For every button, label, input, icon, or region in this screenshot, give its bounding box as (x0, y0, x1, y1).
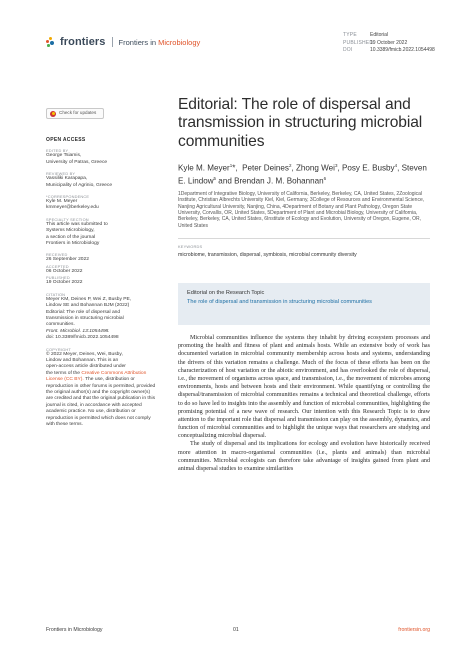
copyright-rest: The use, distribution or reproduction in other forums is permitted, provided the original author(s) and the copyright owner(s) are credited and that the original publication in this journal is cited, in accordance with accepted academic practice. No use, distribution or reproduction is permitted which does not comply with these terms. (46, 377, 156, 427)
type-value: Editorial (370, 32, 389, 38)
article-title: Editorial: The role of dispersal and transmission in structuring microbial communities (178, 96, 423, 150)
citation-line: communities. (46, 322, 75, 328)
specialty-label: SPECIALTY SECTION (46, 216, 89, 222)
frontiers-logo-icon (46, 37, 56, 47)
specialty-line: Systems Microbiology, (46, 228, 95, 234)
reviewer-name: Vassiliki Karapapa, (46, 176, 88, 182)
citation-line: Editorial: The role of dispersal and (46, 309, 121, 315)
correspondent-name: Kyle M. Meyer (46, 199, 78, 205)
published-label: PUBLISHED (343, 39, 374, 46)
check-updates-label: Check for updates (59, 110, 97, 116)
logo-divider (112, 37, 113, 47)
author-list: Kyle M. Meyer$^1$*, Peter Deines$^2$, Zhong Wei$^3$, Posy E. Busby$^4$, Steven E. Lindow$^5$ and Brendan J. M. Bohannan$^6$ (178, 162, 427, 186)
citation-line: Meyer KM, Deines P, Wei Z, Busby PE, (46, 296, 132, 302)
accepted-label: ACCEPTED (46, 263, 69, 269)
received-date: 26 September 2022 (46, 257, 89, 263)
citation-doi[interactable]: doi: 10.3389/fmicb.2022.1054498 (46, 335, 119, 341)
license-link[interactable]: Creative Commons Attribution License (CC BY). (46, 370, 147, 383)
keywords-label: KEYWORDS (178, 244, 203, 250)
body-paragraph: The study of dispersal and its implications for ecology and evolution have historically received more attention in macro-organismal communities (i.e., plants and animals) than microbial communities. Microbial ecologists can therefore take advantage of insights gained from plant and animal dispersal studies to examine similarities (178, 441, 430, 472)
copyright-text (46, 371, 158, 429)
journal-prefix: Frontiers in (118, 37, 157, 47)
body-paragraph: Microbial communities influence the systems they inhabit by driving ecosystem processes and promoting the health and fitness of plant and animals hosts. While an extensive body of work has documented variation in microbial community membership across hosts and systems, understanding the drivers of this variation remains a challenge. Much of the focus of these efforts has been on the characterization of host variation or the abiotic environment, and has overlooked the role of dispersal, i.e., the movement of organisms across space, and transmission, i.e., the movement of microbes among environments, hosts and between hosts and their environment. While quantifying or controlling the dispersal/transmission of microbial communities remains a technical and theoretical challenge, efforts to do so have led to insights into the assembly and function of microbial communities, highlighting the promising potential of a new wave of research. Our intention with this Research Topic is to draw attention to the important role that dispersal and transmission can play on the assembly, dynamics, and function of microbial communities and to highlight the unique ways that researchers are studying and conceptualizing microbial dispersal. (178, 335, 430, 440)
doi-label: DOI (343, 47, 353, 53)
check-updates-icon (50, 111, 56, 117)
article-header (178, 96, 430, 258)
article-body (178, 334, 430, 473)
published-date: 19 October 2022 (46, 280, 83, 286)
article-sidebar (46, 108, 158, 433)
research-topic-box (178, 283, 430, 325)
article-meta (343, 32, 435, 55)
editor-name: George Tsiamis, (46, 153, 82, 159)
dates-block (46, 252, 158, 286)
doi-value[interactable]: 10.3389/fmicb.2022.1054498 (370, 47, 435, 53)
footer-journal: Frontiers in Microbiology (46, 627, 103, 633)
divider (178, 238, 430, 239)
citation-label: CITATION (46, 291, 66, 297)
correspondent-email[interactable]: kmmeyer@berkeley.edu (46, 205, 99, 211)
copyright-line: © 2022 Meyer, Deines, Wei, Busby, (46, 351, 123, 357)
page-number: 01 (233, 627, 239, 633)
research-topic-link[interactable]: The role of dispersal and transmission in structuring microbial communities (187, 299, 372, 305)
copyright-label: COPYRIGHT (46, 346, 71, 352)
page-header (0, 0, 474, 68)
citation-line: Front. Microbiol. 13:1054498. (46, 328, 110, 334)
footer-site-link[interactable]: frontiersin.org (398, 627, 430, 633)
keywords: microbiome, transmission, dispersal, symbiosis, microbial community diversity (178, 252, 357, 259)
copyright-line: the terms of the (46, 370, 82, 376)
published-value: 19 October 2022 (370, 39, 408, 46)
published-label: PUBLISHED (46, 275, 70, 281)
research-topic-heading: Editorial on the Research Topic (187, 290, 265, 296)
accepted-date: 06 October 2022 (46, 268, 83, 274)
reviewed-by-block (46, 171, 158, 189)
open-access-label: OPEN ACCESS (46, 137, 86, 143)
brand-name: frontiers (60, 36, 106, 48)
type-label: TYPE (343, 32, 357, 38)
citation-block (46, 292, 158, 342)
specialty-line: a section of the journal (46, 234, 96, 240)
specialty-line: Frontiers in Microbiology (46, 241, 100, 247)
copyright-line: Lindow and Bohannan. This is an (46, 357, 119, 363)
edited-by-label: EDITED BY (46, 148, 69, 154)
copyright-block (46, 347, 158, 429)
citation-line: transmission in structuring microbial (46, 315, 124, 321)
received-label: RECEIVED (46, 252, 68, 258)
journal-logo[interactable] (46, 36, 200, 48)
journal-name (119, 38, 201, 47)
correspondence-label: *CORRESPONDENCE (46, 194, 90, 200)
journal-subject: Microbiology (158, 37, 201, 47)
correspondence-block (46, 194, 158, 212)
reviewed-by-label: REVIEWED BY (46, 171, 76, 177)
reviewer-affiliation: Municipality of Agrinio, Greece (46, 182, 113, 188)
editor-affiliation: University of Patras, Greece (46, 159, 108, 165)
check-updates-button[interactable] (46, 108, 104, 119)
citation-line: Lindow SE and Bohannan BJM (2022) (46, 303, 130, 309)
affiliations: 1Department of Integrative Biology, University of California, Berkeley, Berkeley, CA, United States, 2Zoological Institute, Christian Albrechts University Kiel, Kiel, Germany, 3College of Resources and Environmental Science, Nanjing Agricultural University, Nanjing, China, 4Department of Botany and Plant Pathology, Oregon State University, Corvallis, OR, United States, 5Department of Plant and Microbial Biology, University of California, Berkeley, Berkeley, CA, United States, 6Institute of Ecology and Evolution, University of Oregon, Eugene, OR, United States (178, 191, 425, 229)
specialty-block (46, 217, 158, 248)
copyright-line: open-access article distributed under (46, 364, 126, 370)
specialty-line: This article was submitted to (46, 221, 108, 227)
edited-by-block (46, 148, 158, 166)
